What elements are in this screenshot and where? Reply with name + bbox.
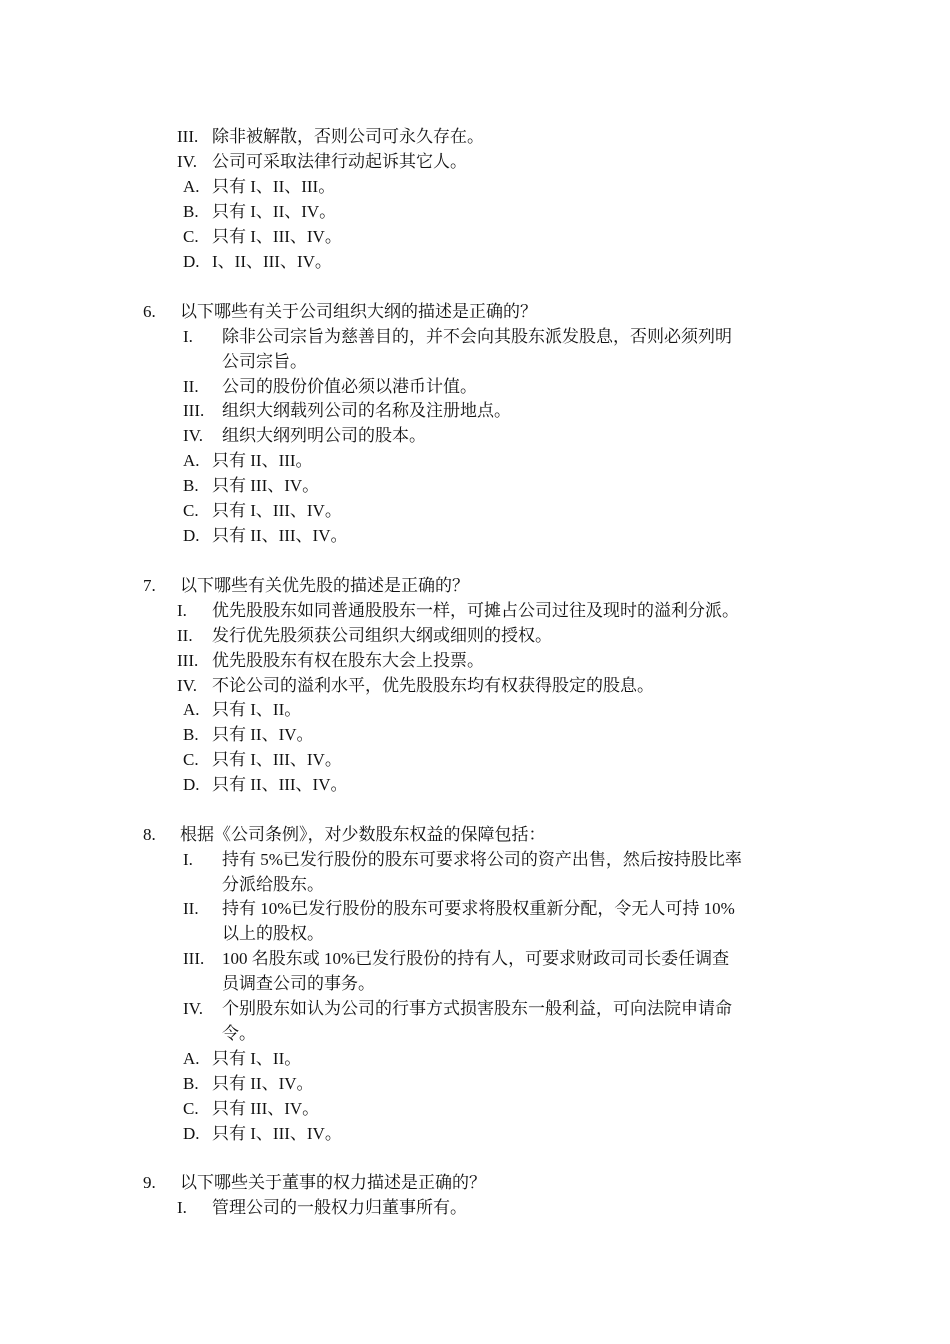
option-label: A. xyxy=(183,451,200,470)
option-label: C. xyxy=(183,750,199,769)
question-number: 8. xyxy=(143,825,156,844)
item-text-continued: 令。 xyxy=(222,1024,256,1043)
item-text-continued: 公司宗旨。 xyxy=(222,352,307,371)
item-text: 100 名股东或 10%已发行股份的持有人，可要求财政司司长委任调查 xyxy=(222,949,730,968)
option-text: 只有 I、II。 xyxy=(212,700,302,719)
option-label: B. xyxy=(183,1074,199,1093)
question-text: 以下哪些关于董事的权力描述是正确的？ xyxy=(180,1173,486,1192)
item-text-continued: 分派给股东。 xyxy=(222,875,324,894)
option-label: B. xyxy=(183,202,199,221)
item-text-continued: 员调查公司的事务。 xyxy=(222,974,375,993)
item-label: I. xyxy=(177,601,187,620)
item-text: 除非被解散，否则公司可永久存在。 xyxy=(212,127,484,146)
option-label: C. xyxy=(183,501,199,520)
item-label: I. xyxy=(177,1198,187,1217)
option-text: 只有 I、III、IV。 xyxy=(212,1124,342,1143)
item-text-continued: 以上的股权。 xyxy=(222,924,324,943)
item-label: III. xyxy=(177,127,199,146)
item-label: IV. xyxy=(177,152,197,171)
item-text: 管理公司的一般权力归董事所有。 xyxy=(212,1198,467,1217)
item-text: 组织大纲载列公司的名称及注册地点。 xyxy=(222,401,511,420)
option-label: D. xyxy=(183,252,200,271)
option-label: B. xyxy=(183,476,199,495)
question-number: 7. xyxy=(143,576,156,595)
option-text: 只有 I、III、IV。 xyxy=(212,501,342,520)
option-text: 只有 II、IV。 xyxy=(212,1074,314,1093)
item-text: 不论公司的溢利水平，优先股股东均有权获得股定的股息。 xyxy=(212,676,654,695)
item-label: III. xyxy=(183,949,205,968)
item-text: 个别股东如认为公司的行事方式损害股东一般利益，可向法院申请命 xyxy=(222,999,732,1018)
option-text: 只有 II、III、IV。 xyxy=(212,526,348,545)
option-text: 只有 I、II、III。 xyxy=(212,177,336,196)
item-label: I. xyxy=(183,850,193,869)
item-text: 公司可采取法律行动起诉其它人。 xyxy=(212,152,467,171)
item-label: IV. xyxy=(183,426,203,445)
option-label: D. xyxy=(183,775,200,794)
question-text: 根据《公司条例》，对少数股东权益的保障包括： xyxy=(180,825,546,844)
option-label: C. xyxy=(183,227,199,246)
item-label: II. xyxy=(183,899,199,918)
option-text: 只有 II、III、IV。 xyxy=(212,775,348,794)
option-label: C. xyxy=(183,1099,199,1118)
option-text: 只有 I、III、IV。 xyxy=(212,750,342,769)
option-label: D. xyxy=(183,1124,200,1143)
option-label: A. xyxy=(183,177,200,196)
question-number: 9. xyxy=(143,1173,156,1192)
item-label: I. xyxy=(183,327,193,346)
item-label: II. xyxy=(177,626,193,645)
item-text: 组织大纲列明公司的股本。 xyxy=(222,426,426,445)
item-text: 优先股股东如同普通股股东一样，可摊占公司过往及现时的溢利分派。 xyxy=(212,601,739,620)
option-text: 只有 II、IV。 xyxy=(212,725,314,744)
option-text: 只有 I、II。 xyxy=(212,1049,302,1068)
question-text: 以下哪些有关优先股的描述是正确的？ xyxy=(180,576,469,595)
option-text: 只有 III、IV。 xyxy=(212,1099,320,1118)
item-text: 持有 10%已发行股份的股东可要求将股权重新分配，令无人可持 10% xyxy=(222,899,735,918)
option-text: 只有 I、II、IV。 xyxy=(212,202,337,221)
item-text: 优先股股东有权在股东大会上投票。 xyxy=(212,651,484,670)
option-text: 只有 III、IV。 xyxy=(212,476,320,495)
option-label: A. xyxy=(183,1049,200,1068)
option-text: 只有 II、III。 xyxy=(212,451,313,470)
item-label: III. xyxy=(177,651,199,670)
question-text: 以下哪些有关于公司组织大纲的描述是正确的？ xyxy=(180,302,537,321)
option-label: A. xyxy=(183,700,200,719)
option-text: 只有 I、III、IV。 xyxy=(212,227,342,246)
item-text: 发行优先股须获公司组织大纲或细则的授权。 xyxy=(212,626,552,645)
item-text: 除非公司宗旨为慈善目的，并不会向其股东派发股息，否则必须列明 xyxy=(222,327,732,346)
item-label: II. xyxy=(183,377,199,396)
option-text: I、II、III、IV。 xyxy=(212,252,332,271)
question-number: 6. xyxy=(143,302,156,321)
item-text: 公司的股份价值必须以港币计值。 xyxy=(222,377,477,396)
item-label: III. xyxy=(183,401,205,420)
item-label: IV. xyxy=(177,676,197,695)
item-text: 持有 5%已发行股份的股东可要求将公司的资产出售，然后按持股比率 xyxy=(222,850,742,869)
option-label: B. xyxy=(183,725,199,744)
item-label: IV. xyxy=(183,999,203,1018)
option-label: D. xyxy=(183,526,200,545)
